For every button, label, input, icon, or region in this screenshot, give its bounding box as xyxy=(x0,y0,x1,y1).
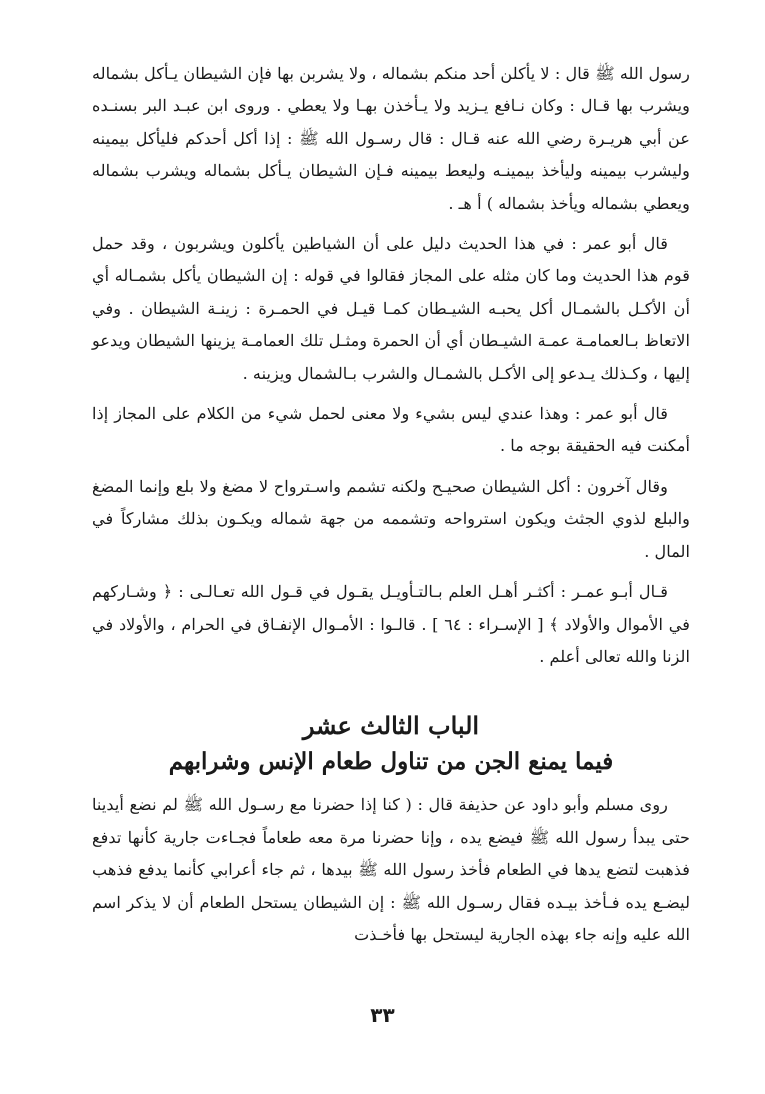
paragraph-6: روى مسلم وأبو داود عن حذيفة قال : ( كنا إذا حضرنا مع رسـول الله ﷺ لم نضع أيدينا حتى يبدأ رسول الله ﷺ فيضع يده ، وإنا حضرنا مرة معه طعاماً فجـاءت جارية كأنها تدفع فذهبت لتضع يدها في الطعام فأخذ رسول الله ﷺ بيدها ، ثم جاء أعرابي كأنما يدفع فذهب ليضـع يده فـأخذ بيـده فقال رسـول الله ﷺ : إن الشيطان يستحل الطعام أن لا يذكر اسم الله عليه وإنه جاء بهذه الجارية ليستحل بها فأخـذت xyxy=(92,795,690,944)
paragraph-2: قال أبو عمر : في هذا الحديث دليل على أن الشياطين يأكلون ويشربون ، وقد حمل قوم هذا الحديث وما كان مثله على المجاز فقالوا في قوله : إن الشيطان يأكل بشمـاله أي أن الأكـل بالشمـال أكل يحبـه الشيـطان كمـا قيـل في الحمـرة : زينـة الشيطان . وفي الاتعاظ بـالعمامـة عمـة الشيـطان أي أن الحمرة ومثـل تلك العمامـة يزينها الشيطان ويدعو إليها ، وكـذلك يـدعو إلى الأكـل بالشمـال والشرب بـالشمال ويزينه . xyxy=(92,234,690,383)
page-number: ٣٣ xyxy=(370,1003,395,1027)
page-body xyxy=(92,58,690,959)
paragraph-1: رسول الله ﷺ قال : لا يأكلن أحد منكم بشماله ، ولا يشربن بها فإن الشيطان يـأكل بشماله ويشرب بها قـال : وكان نـافع يـزيد ولا يـأخذن بهـا ولا يعطي . وروى ابن عبـد البر بسنـده عن أبي هريـرة رضي الله عنه قـال : قال رسـول الله ﷺ : إذا أكل أحدكم فليأكل بيمينه وليشرب بيمينه وليأخذ بيمينـه وليعط بيمينه فـإن الشيطان يـأكل بشماله ويشرب بشماله ويعطي بشماله ويأخذ بشماله ) أ هـ . xyxy=(92,64,690,213)
paragraph-4: وقال آخرون : أكل الشيطان صحيـح ولكنه تشمم واسـترواح لا مضغ ولا بلع وإنما المضغ والبلع لذوي الجثث ويكون استرواحه وتشممه من جهة شماله ويكـون بذلك مشاركاً في المال . xyxy=(92,476,690,561)
paragraph-5: قـال أبـو عمـر : أكثـر أهـل العلم بـالتـأويـل يقـول في قـول الله تعـالـى : ﴿ وشـاركهم في الأموال والأولاد ﴾ [ الإسـراء : ٦٤ ] . قالـوا : الأمـوال الإنفـاق في الحرام ، والأولاد في الزنا والله تعالى أعلم . xyxy=(92,582,690,666)
chapter-title-heading: فيما يمنع الجن من تناول طعام الإنس وشرابهم xyxy=(168,748,614,776)
chapter-number-heading: الباب الثالث عشر xyxy=(302,711,480,741)
paragraph-3: قال أبو عمر : وهذا عندي ليس بشيء ولا معنى لحمل شيء من الكلام على المجاز إذا أمكنت فيه الحقيقة بوجه ما . xyxy=(92,404,690,456)
